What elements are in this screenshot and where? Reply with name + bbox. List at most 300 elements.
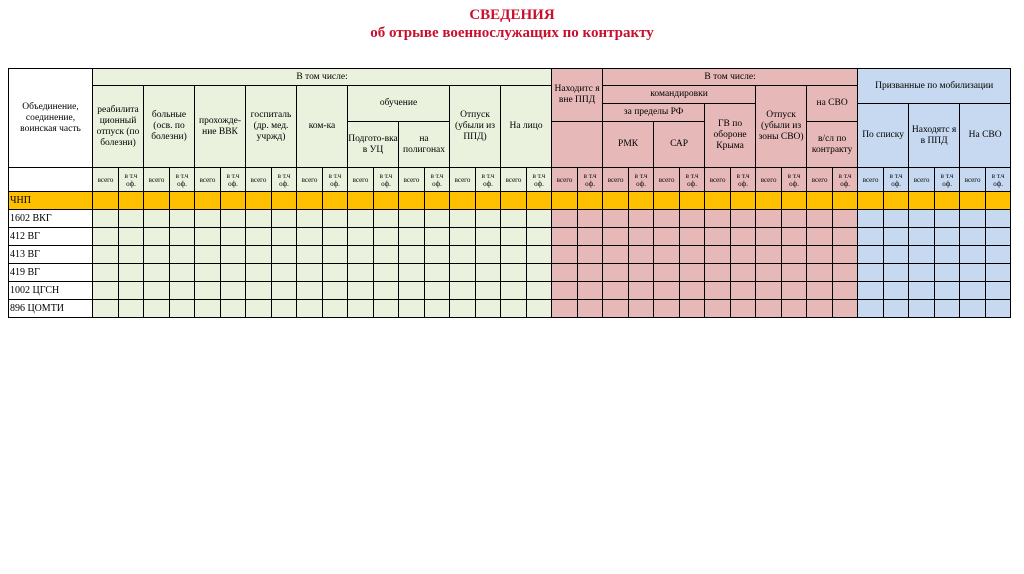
table-cell[interactable] [603,300,629,318]
table-cell[interactable] [782,192,807,210]
table-cell[interactable] [527,228,552,246]
table-cell[interactable] [527,210,552,228]
table-cell[interactable] [221,282,246,300]
table-cell[interactable] [578,300,603,318]
table-cell[interactable] [833,192,858,210]
table-cell[interactable] [323,282,348,300]
table-cell[interactable] [654,282,680,300]
table-cell[interactable] [501,300,527,318]
table-cell[interactable] [297,264,323,282]
table-cell[interactable] [578,264,603,282]
table-cell[interactable] [374,246,399,264]
pink-group-header: В том числе: [603,69,858,86]
table-cell[interactable] [476,210,501,228]
subheader-officers: в т.ч оф. [527,168,552,192]
table-cell[interactable] [909,210,935,228]
table-cell[interactable] [603,282,629,300]
table-cell[interactable] [425,228,450,246]
table-cell[interactable] [756,282,782,300]
table-cell[interactable] [807,246,833,264]
table-cell[interactable] [323,210,348,228]
table-cell[interactable] [552,210,578,228]
table-cell[interactable] [93,300,119,318]
table-cell[interactable] [833,300,858,318]
table-cell[interactable] [756,300,782,318]
table-cell[interactable] [323,192,348,210]
table-cell[interactable] [833,210,858,228]
table-cell[interactable] [858,246,884,264]
listed-header: По списку [858,104,909,168]
table-cell[interactable] [221,192,246,210]
table-cell[interactable] [374,282,399,300]
title-line-1: СВЕДЕНИЯ [469,7,555,23]
table-cell[interactable] [425,192,450,210]
table-cell[interactable] [731,228,756,246]
table-cell[interactable] [603,210,629,228]
table-cell[interactable] [297,282,323,300]
table-cell[interactable] [909,264,935,282]
table-cell[interactable] [986,228,1011,246]
table-cell[interactable] [756,210,782,228]
table-cell[interactable] [246,246,272,264]
on-svo-header: на СВО [807,86,858,122]
table-cell[interactable] [501,246,527,264]
table-cell[interactable] [960,192,986,210]
table-cell[interactable] [960,264,986,282]
table-cell[interactable] [144,300,170,318]
table-cell[interactable] [527,282,552,300]
table-cell[interactable] [578,228,603,246]
table-cell[interactable] [884,228,909,246]
row-label: 896 ЦОМТИ [9,300,93,318]
table-cell[interactable] [935,228,960,246]
table-cell[interactable] [119,192,144,210]
training-header: обучение [348,86,450,122]
table-cell[interactable] [297,246,323,264]
table-cell[interactable] [93,228,119,246]
rehab-header: реабилита ционный отпуск (по болезни) [93,86,144,168]
table-cell[interactable] [221,246,246,264]
table-cell[interactable] [731,246,756,264]
table-cell[interactable] [527,246,552,264]
rmk-header: РМК [603,122,654,168]
table-cell[interactable] [680,228,705,246]
table-cell[interactable] [119,264,144,282]
vvk-header: прохожде-ние ВВК [195,86,246,168]
table-cell[interactable] [756,192,782,210]
table-cell[interactable] [603,264,629,282]
table-cell[interactable] [501,282,527,300]
table-cell[interactable] [119,246,144,264]
blue-svo-header: На СВО [960,104,1011,168]
table-cell[interactable] [680,264,705,282]
table-cell[interactable] [195,264,221,282]
table-cell[interactable] [450,192,476,210]
table-cell[interactable] [119,282,144,300]
table-cell[interactable] [501,210,527,228]
table-cell[interactable] [119,300,144,318]
table-cell[interactable] [552,228,578,246]
table-cell[interactable] [552,246,578,264]
table-cell[interactable] [807,264,833,282]
table-cell[interactable] [297,228,323,246]
table-cell[interactable] [195,282,221,300]
table-cell[interactable] [144,264,170,282]
table-cell[interactable] [323,228,348,246]
subheader-total: всего [756,168,782,192]
table-cell[interactable] [195,192,221,210]
table-cell[interactable] [986,210,1011,228]
table-cell[interactable] [374,228,399,246]
table-cell[interactable] [195,300,221,318]
table-cell[interactable] [119,228,144,246]
table-cell[interactable] [858,228,884,246]
table-cell[interactable] [782,264,807,282]
table-cell[interactable] [399,192,425,210]
table-cell[interactable] [450,300,476,318]
table-cell[interactable] [374,264,399,282]
table-cell[interactable] [93,192,119,210]
table-cell[interactable] [374,192,399,210]
table-cell[interactable] [782,210,807,228]
subheader-total: всего [450,168,476,192]
table-cell[interactable] [960,282,986,300]
table-cell[interactable] [731,282,756,300]
table-cell[interactable] [170,210,195,228]
table-cell[interactable] [986,264,1011,282]
table-cell[interactable] [909,282,935,300]
table-cell[interactable] [348,210,374,228]
table-cell[interactable] [629,228,654,246]
subheader-total: всего [552,168,578,192]
table-cell[interactable] [858,192,884,210]
table-cell[interactable] [195,228,221,246]
table-cell[interactable] [272,264,297,282]
subheader-officers: в т.ч оф. [833,168,858,192]
table-cell[interactable] [807,192,833,210]
subheader-officers: в т.ч оф. [782,168,807,192]
table-cell[interactable] [348,264,374,282]
table-cell[interactable] [833,246,858,264]
table-cell[interactable] [833,264,858,282]
table-cell[interactable] [578,246,603,264]
table-cell[interactable] [909,300,935,318]
table-cell[interactable] [552,282,578,300]
table-cell[interactable] [425,300,450,318]
table-cell[interactable] [272,192,297,210]
table-cell[interactable] [731,264,756,282]
table-cell[interactable] [272,282,297,300]
row-label: 1002 ЦГСН [9,282,93,300]
table-cell[interactable] [170,192,195,210]
table-cell[interactable] [297,192,323,210]
table-cell[interactable] [680,300,705,318]
table-cell[interactable] [909,192,935,210]
table-cell[interactable] [935,210,960,228]
table-cell[interactable] [425,282,450,300]
table-cell[interactable] [323,246,348,264]
table-cell[interactable] [909,228,935,246]
subheader-total: всего [93,168,119,192]
row-label: 419 ВГ [9,264,93,282]
table-cell[interactable] [450,282,476,300]
table-cell[interactable] [858,210,884,228]
table-cell[interactable] [909,246,935,264]
table-cell[interactable] [425,264,450,282]
table-cell[interactable] [807,300,833,318]
row-label: 413 ВГ [9,246,93,264]
table-cell[interactable] [782,300,807,318]
document-title [0,6,1024,42]
table-cell[interactable] [399,300,425,318]
leave-svo-header: Отпуск (убыли из зоны СВО) [756,86,807,168]
table-cell[interactable] [476,282,501,300]
table-cell[interactable] [246,264,272,282]
table-cell[interactable] [450,264,476,282]
table-cell[interactable] [986,282,1011,300]
table-cell[interactable] [144,192,170,210]
table-cell[interactable] [935,300,960,318]
table-cell[interactable] [705,282,731,300]
subheader-total: всего [654,168,680,192]
table-cell[interactable] [552,264,578,282]
table-cell[interactable] [527,192,552,210]
table-cell[interactable] [629,300,654,318]
table-cell[interactable] [501,192,527,210]
subheader-officers: в т.ч оф. [629,168,654,192]
table-cell[interactable] [221,264,246,282]
table-cell[interactable] [348,300,374,318]
table-cell[interactable] [399,246,425,264]
table-cell[interactable] [144,282,170,300]
table-cell[interactable] [348,282,374,300]
subheader-total: всего [858,168,884,192]
table-cell[interactable] [93,210,119,228]
table-cell[interactable] [629,210,654,228]
table-cell[interactable] [399,264,425,282]
table-cell[interactable] [884,210,909,228]
table-row [9,300,1011,318]
table-cell[interactable] [501,228,527,246]
table-cell[interactable] [807,210,833,228]
table-row [9,192,1011,210]
table-cell[interactable] [170,246,195,264]
table-cell[interactable] [603,228,629,246]
subheader-officers: в т.ч оф. [374,168,399,192]
table-cell[interactable] [297,210,323,228]
table-cell[interactable] [654,246,680,264]
table-cell[interactable] [399,282,425,300]
table-cell[interactable] [680,210,705,228]
table-cell[interactable] [884,264,909,282]
koma-header: ком-ка [297,86,348,168]
training-uc-header: Подгото-вка в УЦ [348,122,399,168]
table-cell[interactable] [654,192,680,210]
table-cell[interactable] [603,192,629,210]
table-cell[interactable] [144,228,170,246]
table-cell[interactable] [833,228,858,246]
table-cell[interactable] [858,264,884,282]
table-cell[interactable] [374,300,399,318]
table-cell[interactable] [731,210,756,228]
green-group-header: В том числе: [93,69,552,86]
table-cell[interactable] [884,300,909,318]
table-cell[interactable] [731,192,756,210]
table-cell[interactable] [323,264,348,282]
sick-header: больные (осв. по болезни) [144,86,195,168]
title-line-2: об отрыве военнослужащих по контракту [370,25,654,41]
subheader-officers: в т.ч оф. [935,168,960,192]
table-cell[interactable] [756,228,782,246]
unit-header: Объединение, соединение, воинская часть [9,69,93,168]
table-cell[interactable] [858,282,884,300]
table-cell[interactable] [756,264,782,282]
table-cell[interactable] [93,246,119,264]
table-cell[interactable] [552,192,578,210]
table-cell[interactable] [144,246,170,264]
table-cell[interactable] [603,246,629,264]
table-cell[interactable] [476,228,501,246]
table-cell[interactable] [246,210,272,228]
table-cell[interactable] [629,246,654,264]
table-cell[interactable] [960,246,986,264]
table-cell[interactable] [476,300,501,318]
table-cell[interactable] [654,210,680,228]
table-cell[interactable] [705,246,731,264]
table-cell[interactable] [170,228,195,246]
table-cell[interactable] [93,264,119,282]
table-cell[interactable] [629,192,654,210]
table-cell[interactable] [935,264,960,282]
table-cell[interactable] [654,264,680,282]
table-cell[interactable] [170,282,195,300]
table-cell[interactable] [450,210,476,228]
table-cell[interactable] [374,210,399,228]
table-cell[interactable] [756,246,782,264]
table-cell[interactable] [578,282,603,300]
table-cell[interactable] [246,282,272,300]
table-cell[interactable] [782,282,807,300]
table-cell[interactable] [221,228,246,246]
table-cell[interactable] [297,300,323,318]
table-cell[interactable] [399,228,425,246]
table-cell[interactable] [476,246,501,264]
subheader-officers: в т.ч оф. [272,168,297,192]
table-cell[interactable] [705,210,731,228]
table-cell[interactable] [195,210,221,228]
table-cell[interactable] [960,228,986,246]
table-cell[interactable] [348,192,374,210]
table-cell[interactable] [221,300,246,318]
table-cell[interactable] [195,246,221,264]
table-cell[interactable] [527,264,552,282]
subheader-officers: в т.ч оф. [986,168,1011,192]
table-cell[interactable] [833,282,858,300]
table-cell[interactable] [935,282,960,300]
table-cell[interactable] [527,300,552,318]
table-cell[interactable] [476,192,501,210]
table-cell[interactable] [552,300,578,318]
table-cell[interactable] [680,246,705,264]
table-cell[interactable] [731,300,756,318]
table-cell[interactable] [629,282,654,300]
table-cell[interactable] [93,282,119,300]
table-cell[interactable] [119,210,144,228]
table-cell[interactable] [986,246,1011,264]
table-cell[interactable] [476,264,501,282]
gv-crimea-header: ГВ по обороне Крыма [705,104,756,168]
table-cell[interactable] [680,282,705,300]
subheader-total: всего [399,168,425,192]
table-cell[interactable] [348,228,374,246]
table-cell[interactable] [425,246,450,264]
table-cell[interactable] [705,192,731,210]
table-cell[interactable] [450,228,476,246]
subheader-total: всего [807,168,833,192]
table-cell[interactable] [399,210,425,228]
table-cell[interactable] [578,192,603,210]
table-cell[interactable] [272,300,297,318]
table-cell[interactable] [986,300,1011,318]
table-cell[interactable] [348,246,374,264]
table-cell[interactable] [884,246,909,264]
table-cell[interactable] [705,228,731,246]
table-cell[interactable] [807,282,833,300]
table-cell[interactable] [272,210,297,228]
table-cell[interactable] [960,210,986,228]
subheader-officers: в т.ч оф. [425,168,450,192]
subheader-total: всего [603,168,629,192]
table-cell[interactable] [246,192,272,210]
table-cell[interactable] [170,300,195,318]
table-cell[interactable] [782,228,807,246]
table-cell[interactable] [272,246,297,264]
table-cell[interactable] [680,192,705,210]
table-cell[interactable] [450,246,476,264]
table-cell[interactable] [323,300,348,318]
table-cell[interactable] [578,210,603,228]
table-cell[interactable] [705,300,731,318]
subheader-total: всего [501,168,527,192]
table-cell[interactable] [246,300,272,318]
table-row [9,210,1011,228]
table-cell[interactable] [246,228,272,246]
table-cell[interactable] [986,192,1011,210]
table-cell[interactable] [705,264,731,282]
hospital-header: госпиталь (др. мед. учржд) [246,86,297,168]
table-cell[interactable] [858,300,884,318]
table-cell[interactable] [170,264,195,282]
outside-ppd-header: Находитс я вне ППД [552,69,603,122]
table-cell[interactable] [884,192,909,210]
table-cell[interactable] [807,228,833,246]
table-cell[interactable] [144,210,170,228]
table-cell[interactable] [272,228,297,246]
table-cell[interactable] [935,192,960,210]
table-cell[interactable] [425,210,450,228]
table-cell[interactable] [654,228,680,246]
table-cell[interactable] [782,246,807,264]
table-cell[interactable] [654,300,680,318]
table-cell[interactable] [960,300,986,318]
table-cell[interactable] [935,246,960,264]
table-cell[interactable] [501,264,527,282]
table-cell[interactable] [221,210,246,228]
subheader-total: всего [348,168,374,192]
row-label: 412 ВГ [9,228,93,246]
table-cell[interactable] [884,282,909,300]
table-cell[interactable] [629,264,654,282]
